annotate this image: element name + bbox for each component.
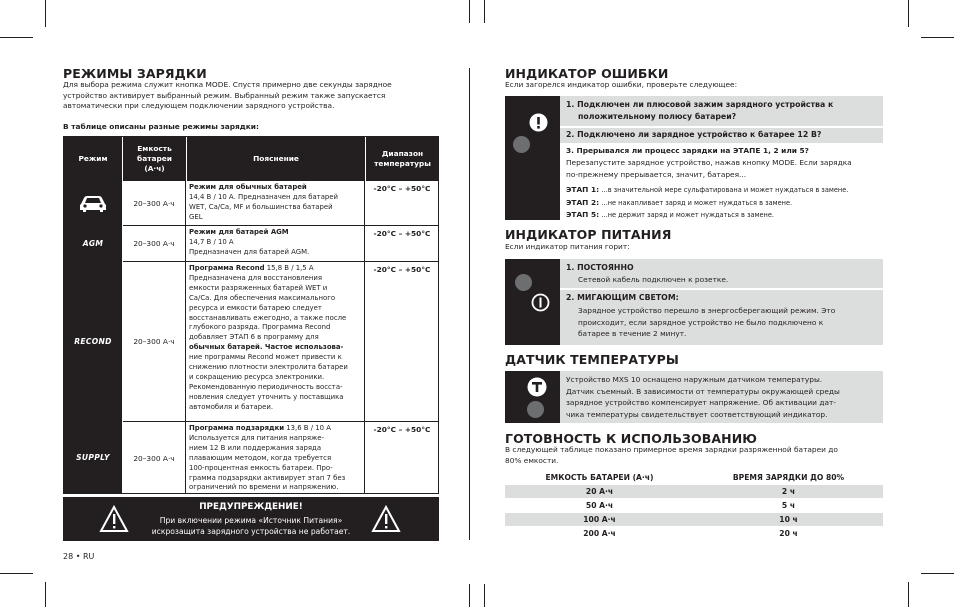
description-cell: Программа подзарядки 13,6 В / 10 А Используется для питания напряже- нием 12 В или поддержания заряда плавающим методом, когда требуется 100-процентная емкость батареи. Про- грамма подзарядки активирует этап 7 без ограничений по времени и напряжению. <box>186 422 365 494</box>
readiness-title: ГОТОВНОСТЬ К ИСПОЛЬЗОВАНИЮ <box>505 431 758 446</box>
header-description: Пояснение <box>186 137 365 181</box>
crop-mark <box>45 0 46 27</box>
crop-mark <box>484 0 485 23</box>
crop-mark <box>45 582 46 607</box>
mode-supply: SUPPLY <box>64 421 122 494</box>
temperature-sensor-panel <box>505 371 560 423</box>
error-intro: Если загорелся индикатор ошибки, проверьте следующее: <box>505 80 738 89</box>
page-number: 28 • RU <box>63 552 95 561</box>
temperature-cell: -20°C – +50°C <box>373 265 431 274</box>
gutter-line <box>469 68 470 540</box>
charge-modes-title: РЕЖИМЫ ЗАРЯДКИ <box>63 66 207 81</box>
mode-agm: AGM <box>64 225 122 261</box>
description-cell: Программа Recond 15,8 В / 1,5 А Предназначена для восстановления емкости разряженных батарей WET и Ca/Ca. Для обеспечения максимального ресурса и емкости батарею следует восстанавливать ежегодно, а также после глубокого разряда. Программа Recond добавляет ЭТАП 6 в программу для обычных батарей. Частое использова- ние программы Recond может привести к снижению плотности электролита батареи и сокращению ресурса электроники. Рекомендованную периодичность восста- новления следует уточнить у поставщика автомобиля и батареи. <box>186 262 365 421</box>
table-row: 20 А·ч 2 ч <box>505 485 883 498</box>
power-state-blinking: 2. МИГАЮЩИМ СВЕТОМ: <box>566 293 679 302</box>
power-state-steady: 1. ПОСТОЯННО <box>566 263 634 272</box>
temperature-sensor-title: ДАТЧИК ТЕМПЕРАТУРЫ <box>505 352 679 367</box>
power-intro: Если индикатор питания горит: <box>505 242 630 251</box>
warning-title: ПРЕДУПРЕЖДЕНИЕ! <box>199 502 303 512</box>
readiness-intro: В следующей таблице показано примерное время зарядки разряженной батареи до 80% емкости. <box>505 445 838 465</box>
error-item-3: 3. Прерывался ли процесс зарядки на ЭТАПЕ 1, 2 или 5? <box>566 146 809 155</box>
capacity-cell: 20–300 А·ч <box>123 226 186 261</box>
readiness-table-header: ЕМКОСТЬ БАТАРЕИ (А·ч) ВРЕМЯ ЗАРЯДКИ ДО 80% <box>545 473 845 482</box>
power-state-steady-text: Сетевой кабель подключен к розетке. <box>578 275 729 284</box>
warning-box <box>63 497 439 541</box>
description-cell: Режим для батарей AGM 14,7 В / 10 А Предназначен для батарей AGM. <box>186 226 365 261</box>
capacity-cell: 20–300 А·ч <box>123 181 186 225</box>
error-indicator-title: ИНДИКАТОР ОШИБКИ <box>505 66 669 81</box>
temperature-cell: -20°C – +50°C <box>373 425 431 434</box>
error-item-1: 1. Подключен ли плюсовой зажим зарядного устройства к положительному полюсу батареи? <box>566 100 834 121</box>
car-icon <box>78 193 108 213</box>
table-row: 200 А·ч 20 ч <box>583 529 798 538</box>
crop-mark <box>921 37 954 38</box>
charge-modes-intro: Для выбора режима служит кнопка MODE. Спустя примерно две секунды зарядное устройство активирует выбранный режим. Выбранный режим также запускается автоматически при следующем подключении зарядного устройства. <box>63 80 392 110</box>
crop-mark <box>484 584 485 607</box>
power-indicator-title: ИНДИКАТОР ПИТАНИЯ <box>505 227 672 242</box>
temperature-cell: -20°C – +50°C <box>373 229 431 238</box>
table-caption: В таблице описаны разные режимы зарядки: <box>63 122 259 131</box>
capacity-cell: 20–300 А·ч <box>123 422 186 494</box>
error-item-2: 2. Подключено ли зарядное устройство к батарее 12 В? <box>566 130 822 139</box>
crop-mark <box>469 0 470 23</box>
crop-mark <box>0 37 33 38</box>
error-icon <box>529 113 548 132</box>
error-item-3-text: Перезапустите зарядное устройство, нажав кнопку MODE. Если зарядка по-прежнему прерывается, значит, батарея... <box>566 158 852 179</box>
crop-mark <box>0 573 33 574</box>
crop-mark <box>908 582 909 607</box>
error-indicator-panel <box>505 96 560 220</box>
power-icon <box>531 293 550 312</box>
header-capacity: Емкость батареи (А·ч) <box>122 137 186 181</box>
crop-mark <box>921 573 954 574</box>
temperature-cell: -20°C – +50°C <box>373 184 431 193</box>
table-row: 100 А·ч 10 ч <box>505 513 883 526</box>
header-temperature: Диапазон температуры <box>365 137 439 181</box>
crop-mark <box>469 584 470 607</box>
stage-list: ЭТАП 1: ...в значительной мере сульфатирована и может нуждаться в замене. ЭТАП 2: ...не накапливает заряд и может нуждаться в замене. ЭТАП 5: ...не держит заряд и может нуждаться в замене. <box>566 185 849 219</box>
temperature-sensor-text: Устройство MXS 10 оснащено наружным датчиком температуры. Датчик съемный. В зависимости от температуры окружающей среды зарядное устройство компенсирует напряжение. Об активации дат- чика температуры свидетельствует соответствующий индикатор. <box>566 375 840 419</box>
warning-text: При включении режима «Источник Питания» искрозащита зарядного устройства не работает. <box>151 516 351 536</box>
mode-normal <box>64 181 122 225</box>
crop-mark <box>908 0 909 27</box>
modes-table <box>63 136 439 494</box>
capacity-cell: 20–300 А·ч <box>123 262 186 421</box>
table-row: 50 А·ч 5 ч <box>585 501 796 510</box>
power-indicator-panel <box>505 259 560 345</box>
power-state-blinking-text: Зарядное устройство перешло в энергосберегающий режим. Это происходит, если зарядное устройство не было подключено к батарее в течение 2 минут. <box>578 306 836 338</box>
temperature-icon <box>527 377 547 397</box>
indicator-light <box>527 401 544 418</box>
indicator-light <box>513 136 530 153</box>
indicator-light <box>515 274 532 291</box>
header-mode: Режим <box>64 137 122 181</box>
mode-recond: RECOND <box>64 261 122 421</box>
description-cell: Режим для обычных батарей 14,4 В / 10 А. Предназначен для батарей WET, Ca/Ca, MF и большинства батарей GEL <box>186 181 365 225</box>
